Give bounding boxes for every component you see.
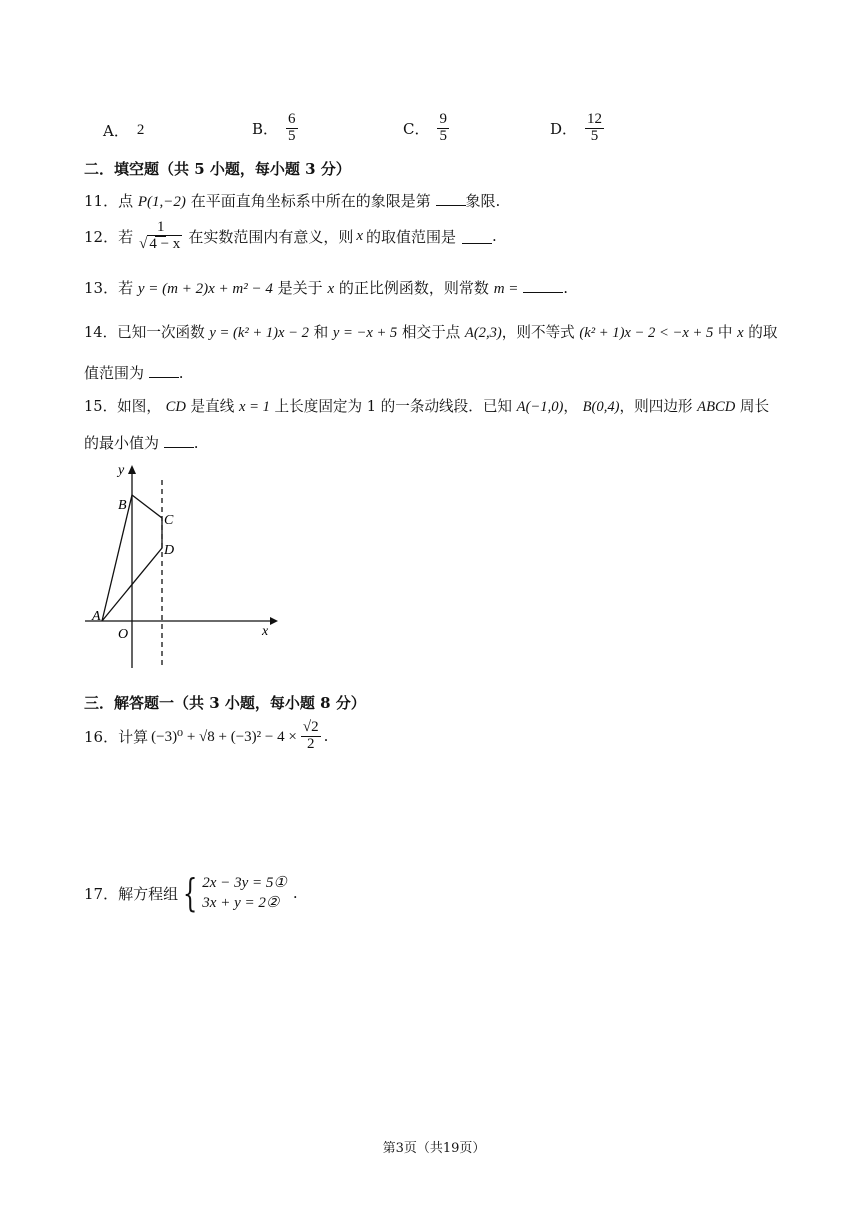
q17-pre: 解方程组 — [118, 884, 179, 903]
q14-mid3: 中 — [717, 324, 733, 341]
q15-point-a: A(−1,0) — [516, 399, 564, 415]
q13-mid: 是关于 — [277, 279, 323, 297]
q16-pre: 计算 — [118, 727, 149, 746]
section-2-title: 二．填空题（共 5 小题，每小题 3 分） — [84, 160, 351, 178]
q14-point: A(2,3) — [464, 325, 502, 341]
q13-tail: . — [563, 279, 568, 297]
option-d — [550, 106, 604, 150]
q15-t2: 是直线 — [190, 398, 235, 415]
option-d-label: D． — [550, 119, 578, 138]
q15-tail: . — [193, 434, 199, 452]
q13-var2: m = — [493, 281, 519, 297]
q12-post: 在实数范围内有意义，则 — [188, 227, 354, 246]
y-axis-arrow — [128, 465, 136, 474]
q11-point: P(1,−2) — [137, 194, 186, 210]
q16-tail: . — [323, 727, 329, 746]
q12-pre: 若 — [118, 227, 134, 246]
question-15-line2 — [84, 432, 199, 453]
q13-mid2: 的正比例函数，则常数 — [338, 279, 489, 297]
point-b-label: B — [118, 498, 127, 513]
option-b-fraction — [286, 112, 298, 145]
question-14-line2 — [84, 362, 184, 383]
q14-inequality: (k² + 1)x − 2 < −x + 5 — [579, 325, 714, 341]
q14-and: 和 — [313, 324, 329, 341]
q14-line2: 值范围为 — [84, 364, 145, 382]
origin-label: O — [118, 627, 129, 642]
q17-eq1: 2x − 3y = 5① — [202, 875, 287, 891]
question-13 — [84, 277, 568, 298]
q11-number: 11． — [84, 192, 119, 210]
q16-numerator: √2 — [302, 719, 319, 735]
q17-eq2: 3x + y = 2② — [202, 895, 280, 912]
x-axis-label: x — [262, 624, 269, 639]
option-b-denominator: 5 — [288, 127, 296, 144]
q12-var: x — [356, 227, 363, 244]
q11-answer-blank[interactable] — [436, 191, 466, 206]
option-b — [252, 106, 298, 150]
q13-answer-blank[interactable] — [523, 278, 563, 293]
option-c-numerator: 9 — [439, 110, 447, 127]
q13-pre: 若 — [118, 279, 134, 297]
q16-number: 16． — [84, 727, 119, 746]
option-d-numerator: 12 — [587, 110, 603, 127]
option-c-label: C． — [403, 119, 430, 138]
q14-end: 的取 — [748, 324, 778, 341]
q14-mid: 相交于点 — [401, 324, 461, 341]
question-17 — [84, 873, 298, 914]
q12-answer-blank[interactable] — [462, 229, 492, 244]
q11-post: 在平面直角坐标系中所在的象限是第 — [190, 192, 431, 210]
option-d-denominator: 5 — [590, 127, 599, 144]
q12-fraction — [137, 220, 184, 253]
q12-post2: 的取值范围是 — [366, 227, 457, 246]
option-c-denominator: 5 — [439, 127, 447, 144]
option-a-value: 2 — [136, 121, 145, 138]
q15-sep: ， — [563, 398, 578, 415]
q16-fraction — [301, 720, 321, 753]
question-12 — [84, 220, 497, 253]
q14-mid2: ，则不等式 — [501, 324, 575, 341]
question-16 — [84, 720, 328, 753]
option-b-numerator: 6 — [288, 110, 296, 127]
point-c-label: C — [164, 513, 174, 528]
q15-cd: CD — [165, 399, 186, 415]
q16-denominator: 2 — [306, 735, 315, 752]
q14-var: x — [737, 325, 744, 341]
q15-t1: 如图， — [117, 398, 161, 415]
q16-expr: (−3)⁰ + √8 + (−3)² − 4 × — [151, 728, 297, 745]
q12-numerator: 1 — [156, 219, 165, 235]
q14-text1: 已知一次函数 — [117, 324, 205, 341]
q15-number: 15． — [84, 398, 118, 415]
q13-number: 13． — [84, 279, 119, 297]
q15-t5: 周长 — [739, 398, 770, 415]
point-a-label: A — [92, 609, 101, 624]
option-b-label: B． — [252, 119, 279, 138]
q15-t3: 上长度固定为 1 的一条动线段．已知 — [274, 398, 513, 415]
q12-denominator: 4 − x — [149, 235, 181, 252]
x-axis-arrow — [270, 617, 278, 625]
equation-system — [202, 873, 287, 914]
q13-var: x — [327, 281, 335, 297]
q13-expr: y = (m + 2)x + m² − 4 — [137, 281, 273, 297]
system-brace: { — [182, 871, 198, 916]
q14-number: 14． — [84, 324, 118, 341]
q15-answer-blank[interactable] — [164, 433, 194, 448]
question-15 — [84, 395, 769, 416]
q12-tail: . — [492, 227, 497, 246]
q11-tail: 象限. — [465, 192, 501, 210]
q15-line2: 的最小值为 — [84, 434, 160, 452]
q12-number: 12． — [84, 227, 119, 246]
q14-f2: y = −x + 5 — [332, 325, 398, 341]
point-d-label: D — [164, 543, 175, 558]
q15-abcd: ABCD — [697, 399, 736, 415]
q15-figure — [80, 460, 280, 675]
q14-f1: y = (k² + 1)x − 2 — [209, 325, 309, 341]
option-a — [103, 110, 144, 150]
y-axis-label: y — [118, 463, 125, 478]
q15-point-b: B(0,4) — [582, 399, 620, 415]
option-d-fraction — [585, 112, 604, 145]
q11-pre: 点 — [118, 192, 134, 210]
q14-answer-blank[interactable] — [149, 363, 179, 378]
section-3-title: 三．解答题一（共 3 小题，每小题 8 分） — [84, 694, 366, 712]
q12-denominator-wrap: √ 4 − x — [139, 235, 181, 252]
page-footer: 第3页（共19页） — [382, 1141, 486, 1156]
option-a-label: A． — [103, 121, 129, 140]
question-11 — [84, 190, 500, 211]
option-c-fraction — [437, 112, 449, 145]
q15-t4: ，则四边形 — [619, 398, 693, 415]
option-c — [403, 106, 449, 150]
question-14 — [84, 321, 778, 342]
q17-number: 17． — [84, 884, 119, 903]
q17-tail: . — [292, 884, 298, 903]
q14-tail: . — [178, 364, 184, 382]
q15-line: x = 1 — [238, 399, 270, 415]
